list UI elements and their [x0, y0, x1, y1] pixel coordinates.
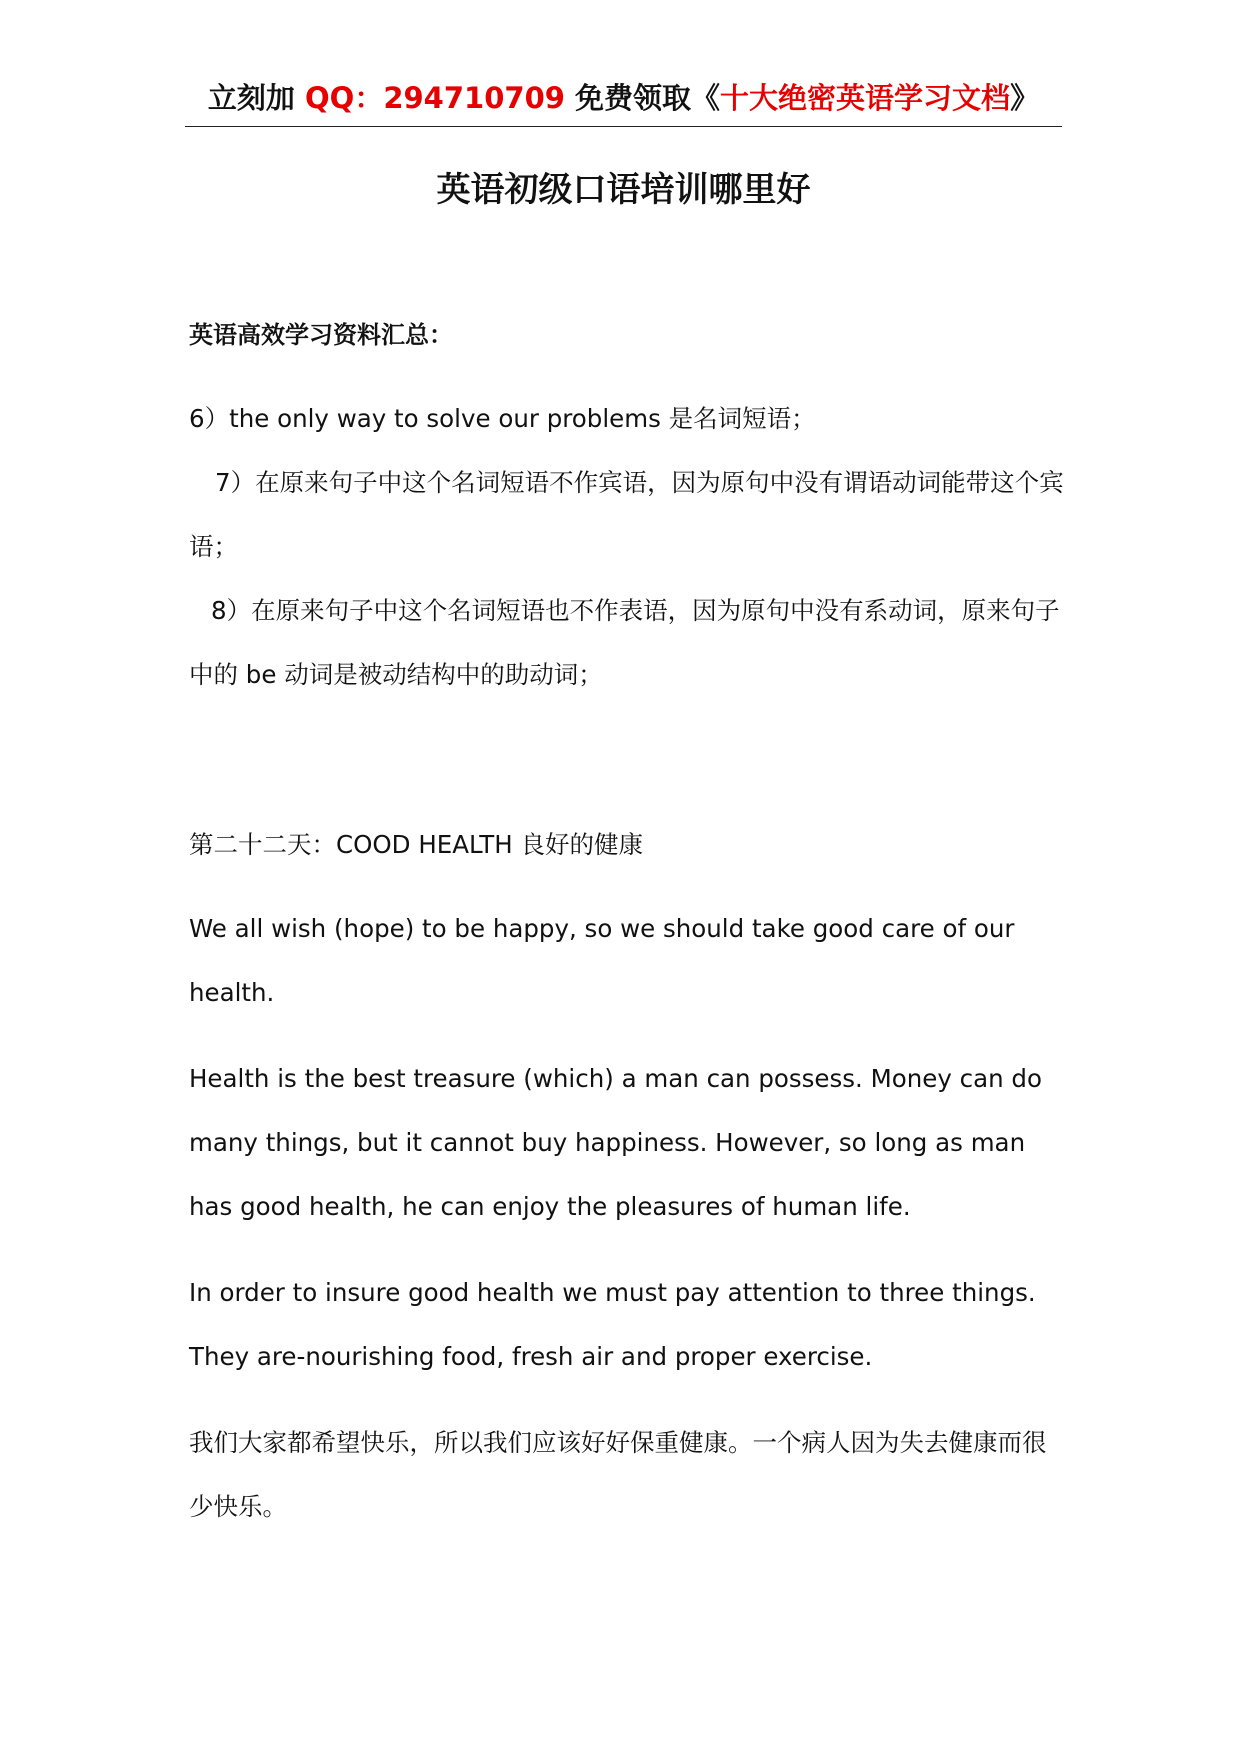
document-body	[189, 303, 1069, 1539]
note-item: 8）在原来句子中这个名词短语也不作表语，因为原句中没有系动词，原来句子中的 be 动词是被动结构中的助动词；	[189, 596, 1060, 689]
page-title: 英语初级口语培训哪里好	[436, 170, 811, 210]
note-item: 7）在原来句子中这个名词短语不作宾语，因为原句中没有谓语动词能带这个宾语；	[189, 468, 1064, 561]
note-item: 6）the only way to solve our problems 是名词短语；	[189, 404, 816, 433]
promo-qq: QQ：294710709	[305, 81, 565, 115]
promo-doc-name: 十大绝密英语学习文档	[720, 81, 1011, 115]
lesson-title: 第二十二天：COOD HEALTH 良好的健康	[189, 830, 643, 859]
promo-header	[185, 78, 1062, 118]
paragraph: We all wish (hope) to be happy, so we should take good care of our health.	[189, 914, 1015, 1007]
paragraph: 我们大家都希望快乐，所以我们应该好好保重健康。一个病人因为失去健康而很少快乐。	[189, 1428, 1047, 1521]
paragraph: In order to insure good health we must pay attention to three things. They are-nourishing food, fresh air and proper exercise.	[189, 1278, 1036, 1371]
paragraph: Health is the best treasure (which) a man can possess. Money can do many things, but it cannot buy happiness. However, so long as man has good health, he can enjoy the pleasures of human life.	[189, 1064, 1042, 1221]
header-divider	[185, 126, 1062, 127]
section-subheading: 英语高效学习资料汇总：	[189, 321, 453, 349]
promo-suffix: 》	[1010, 81, 1040, 115]
promo-prefix: 立刻加	[207, 81, 306, 115]
promo-middle: 免费领取《	[564, 81, 721, 115]
